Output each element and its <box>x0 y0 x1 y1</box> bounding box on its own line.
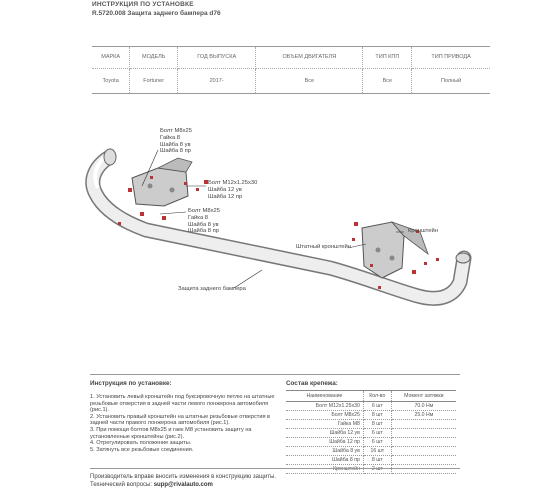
callout-line: Шайба 12 ув <box>208 186 242 193</box>
callout-left-fasteners <box>160 128 192 155</box>
spec-header: ОБЪЕМ ДВИГАТЕЛЯ <box>256 47 363 69</box>
spec-header: ГОД ВЫПУСКА <box>178 47 256 69</box>
part-qty: 6 шт <box>363 402 391 411</box>
bracket-hole <box>170 188 175 193</box>
part-name: Шайба 12 пр <box>286 438 363 447</box>
left-end-cap <box>104 149 116 165</box>
callout-line: Шайба 8 пр <box>160 148 191 155</box>
part-torque <box>391 465 456 474</box>
parts-header: Момент затяжки <box>391 391 456 402</box>
part-qty: 8 шт <box>363 420 391 429</box>
part-qty: 6 шт <box>363 429 391 438</box>
instruction-step: 4. Отрегулировать положение защиты. <box>90 440 192 447</box>
footer <box>90 474 276 489</box>
spec-cell: 2017- <box>178 69 256 94</box>
instructions-title: Инструкция по установке: <box>90 380 172 387</box>
spec-cell: Fortuner <box>130 69 178 94</box>
part-name: Шайба 8 пр <box>286 456 363 465</box>
part-qty: 8 шт <box>363 456 391 465</box>
callout-stock-bracket: Штатный кронштейн <box>296 244 351 250</box>
part-torque <box>391 438 456 447</box>
spec-header: ТИП ПРИВОДА <box>412 47 490 69</box>
part-qty: 6 шт <box>363 438 391 447</box>
part-torque <box>391 456 456 465</box>
part-torque <box>391 447 456 456</box>
callout-bracket: Кронштейн <box>408 228 438 234</box>
part-torque: 25.0 Нм <box>391 411 456 420</box>
callout-line: Болт М8х25 <box>160 128 192 134</box>
callout-line: Шайба 8 ув <box>188 221 219 228</box>
support-email-link[interactable]: supp@rivalauto.com <box>153 481 213 488</box>
instructions-list <box>90 394 280 453</box>
parts-header: Кол-во <box>363 391 391 402</box>
bracket-hole <box>376 248 381 253</box>
callout-guard: Защита заднего бампера <box>178 286 246 292</box>
part-name: Шайба 12 ув <box>286 429 363 438</box>
part-name: Болт М8х25 <box>286 411 363 420</box>
footer-contact-label: Технический вопросы: <box>90 481 154 488</box>
part-name: Болт М12х1.25х30 <box>286 402 363 411</box>
callout-tow-bolts <box>208 180 257 200</box>
document-title: ИНСТРУКЦИЯ ПО УСТАНОВКЕ <box>92 1 194 8</box>
section-divider <box>90 374 460 375</box>
bracket-hole <box>148 184 153 189</box>
parts-header: Наименование <box>286 391 363 402</box>
footer-disclaimer: Производитель вправе вносить изменения в конструкцию защиты. <box>90 474 277 480</box>
part-torque <box>391 429 456 438</box>
part-name: Кронштейн <box>286 465 363 474</box>
spec-cell: Toyota <box>92 69 130 94</box>
callout-line: Болт М12х1.25х30 <box>208 180 258 186</box>
left-bracket <box>132 168 188 206</box>
part-name: Шайба 8 ув <box>286 447 363 456</box>
spec-header: МАРКА <box>92 47 130 69</box>
part-qty: 16 шт <box>363 447 391 456</box>
spec-cell: Все <box>256 69 363 94</box>
callout-line: Шайба 12 пр <box>208 193 243 200</box>
parts-title: Состав крепежа: <box>286 380 338 387</box>
footer-divider <box>90 468 460 469</box>
instruction-step: 3. При помощи болтов М8х25 и гаек М8 установить защиту на установленные кронштейны (рис.2). <box>90 426 252 440</box>
callout-line: Болт М8х25 <box>188 208 220 214</box>
callout-line: Шайба 8 ув <box>160 141 191 148</box>
callout-line: Шайба 8 пр <box>188 228 219 235</box>
instruction-step: 5. Затянуть все резьбовые соединения. <box>90 446 194 453</box>
part-torque: 70.0 Нм <box>391 402 456 411</box>
part-qty: 2 шт <box>363 465 391 474</box>
parts-table <box>286 390 456 474</box>
right-bracket <box>362 222 404 278</box>
footer-contact <box>90 482 276 490</box>
spec-header: ТИП КПП <box>363 47 412 69</box>
instruction-step: 1. Установить левый кронштейн под буксировочную петлю на штатные резьбовые отверстия в задней части левого лонжерона автомобиля (рис.1). <box>90 394 275 414</box>
callout-line: Гайка 8 <box>160 134 180 141</box>
spec-cell: Полный <box>441 78 462 84</box>
right-end-cap <box>456 253 470 263</box>
part-torque <box>391 420 456 429</box>
spec-cell: Все <box>363 69 412 94</box>
instruction-step: 2. Установить правый кронштейн на штатные резьбовые отверстия в задней части правого лонжерона автомобиля (рис.1). <box>90 413 271 427</box>
bracket-hole <box>390 256 395 261</box>
callout-guard-fasteners <box>188 208 220 235</box>
part-qty: 8 шт <box>363 411 391 420</box>
part-name: Гайка М8 <box>286 420 363 429</box>
callout-line: Гайка 8 <box>188 214 208 221</box>
document-subtitle: R.5720.008 Защита заднего бампера d76 <box>92 10 221 17</box>
spec-header: МОДЕЛЬ <box>130 47 178 69</box>
